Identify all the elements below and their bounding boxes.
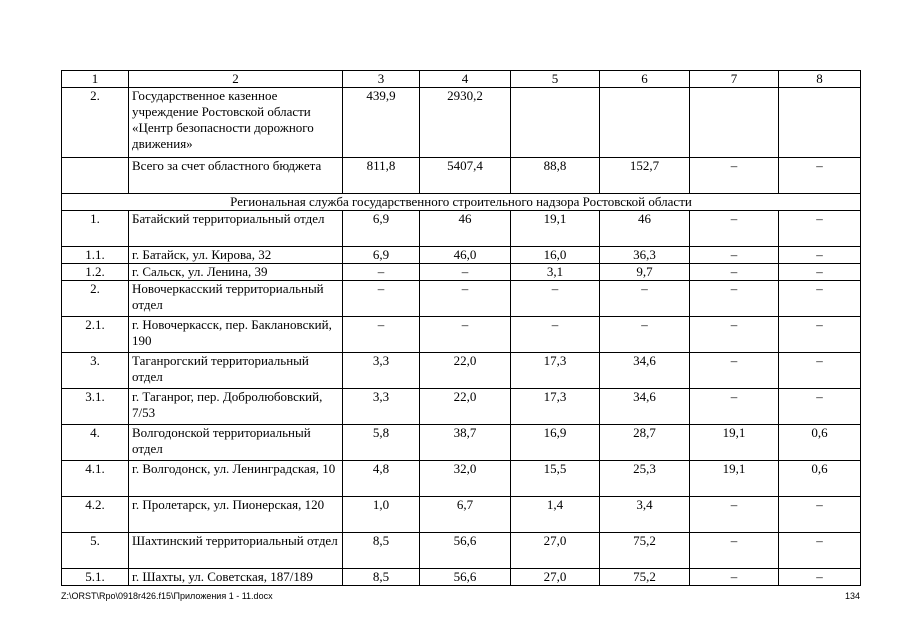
header-cell: 4 [420, 71, 511, 88]
value-cell-col7: – [690, 497, 779, 533]
value-cell-col8: – [779, 497, 861, 533]
table-row [62, 158, 861, 194]
value-cell-col4: 56,6 [420, 569, 511, 586]
value-cell-col5: 17,3 [511, 389, 600, 425]
table-row [62, 461, 861, 497]
header-cell: 6 [600, 71, 690, 88]
table-row [62, 88, 861, 158]
value-cell-col3: – [343, 281, 420, 317]
value-cell-col3: 811,8 [343, 158, 420, 194]
value-cell-col7: – [690, 247, 779, 264]
value-cell-col8: – [779, 158, 861, 194]
value-cell-col5: 17,3 [511, 353, 600, 389]
value-cell-col6: 75,2 [600, 569, 690, 586]
header-cell: 2 [129, 71, 343, 88]
value-cell-col5: 19,1 [511, 211, 600, 247]
value-cell-col4: 2930,2 [420, 88, 511, 158]
value-cell-col8: 0,6 [779, 461, 861, 497]
row-name-cell: г. Пролетарск, ул. Пионерская, 120 [129, 497, 343, 533]
header-cell: 7 [690, 71, 779, 88]
value-cell-col7: 19,1 [690, 461, 779, 497]
row-name-cell: г. Шахты, ул. Советская, 187/189 [129, 569, 343, 586]
header-cell: 1 [62, 71, 129, 88]
row-number-cell: 5. [62, 533, 129, 569]
value-cell-col8: 0,6 [779, 425, 861, 461]
table-row [62, 264, 861, 281]
value-cell-col3: 3,3 [343, 389, 420, 425]
row-number-cell: 3.1. [62, 389, 129, 425]
value-cell-col8: – [779, 281, 861, 317]
header-cell: 8 [779, 71, 861, 88]
value-cell-col5: – [511, 317, 600, 353]
table-row [62, 194, 861, 211]
value-cell-col6: 3,4 [600, 497, 690, 533]
value-cell-col4: 6,7 [420, 497, 511, 533]
row-name-cell: Всего за счет областного бюджета [129, 158, 343, 194]
value-cell-col7: – [690, 211, 779, 247]
value-cell-col3: – [343, 317, 420, 353]
row-number-cell: 2. [62, 88, 129, 158]
value-cell-col5: 27,0 [511, 533, 600, 569]
row-number-cell: 2.1. [62, 317, 129, 353]
row-name-cell: Новочеркасский территориальный отдел [129, 281, 343, 317]
value-cell-col5: 15,5 [511, 461, 600, 497]
value-cell-col8 [779, 88, 861, 158]
value-cell-col8: – [779, 569, 861, 586]
document-table [61, 70, 861, 586]
table-row [62, 353, 861, 389]
value-cell-col5: 16,0 [511, 247, 600, 264]
header-cell: 5 [511, 71, 600, 88]
value-cell-col8: – [779, 353, 861, 389]
value-cell-col6: 152,7 [600, 158, 690, 194]
value-cell-col3: 5,8 [343, 425, 420, 461]
value-cell-col7: – [690, 569, 779, 586]
value-cell-col3: 3,3 [343, 353, 420, 389]
value-cell-col5: 16,9 [511, 425, 600, 461]
value-cell-col4: 5407,4 [420, 158, 511, 194]
value-cell-col5: – [511, 281, 600, 317]
value-cell-col4: – [420, 264, 511, 281]
value-cell-col7: – [690, 264, 779, 281]
row-name-cell: Волгодонской территориальный отдел [129, 425, 343, 461]
value-cell-col5: 88,8 [511, 158, 600, 194]
footer-file-path: Z:\ORST\Rpo\0918r426.f15\Приложения 1 - 11.docx [61, 591, 273, 601]
value-cell-col3: 8,5 [343, 569, 420, 586]
value-cell-col7: – [690, 158, 779, 194]
row-number-cell: 4.2. [62, 497, 129, 533]
table-row [62, 569, 861, 586]
value-cell-col8: – [779, 389, 861, 425]
table-row [62, 533, 861, 569]
value-cell-col7 [690, 88, 779, 158]
value-cell-col3: 8,5 [343, 533, 420, 569]
table-row [62, 389, 861, 425]
row-number-cell: 1.2. [62, 264, 129, 281]
row-name-cell: г. Сальск, ул. Ленина, 39 [129, 264, 343, 281]
value-cell-col7: – [690, 281, 779, 317]
footer-page-number: 134 [844, 591, 860, 601]
value-cell-col6: 25,3 [600, 461, 690, 497]
section-heading: Региональная служба государственного строительного надзора Ростовской области [62, 194, 861, 211]
value-cell-col5 [511, 88, 600, 158]
value-cell-col4: 56,6 [420, 533, 511, 569]
value-cell-col3: 1,0 [343, 497, 420, 533]
table-row [62, 317, 861, 353]
value-cell-col4: – [420, 281, 511, 317]
value-cell-col6: 36,3 [600, 247, 690, 264]
value-cell-col4: 22,0 [420, 389, 511, 425]
value-cell-col5: 1,4 [511, 497, 600, 533]
value-cell-col3: 4,8 [343, 461, 420, 497]
value-cell-col7: – [690, 533, 779, 569]
value-cell-col4: 46,0 [420, 247, 511, 264]
row-name-cell: Таганрогский территориальный отдел [129, 353, 343, 389]
value-cell-col7: – [690, 317, 779, 353]
value-cell-col8: – [779, 211, 861, 247]
value-cell-col6: 34,6 [600, 389, 690, 425]
value-cell-col6: 9,7 [600, 264, 690, 281]
value-cell-col8: – [779, 533, 861, 569]
row-name-cell: Государственное казенное учреждение Ростовской области «Центр безопасности дорожного движения» [129, 88, 343, 158]
value-cell-col4: – [420, 317, 511, 353]
value-cell-col8: – [779, 264, 861, 281]
value-cell-col6: – [600, 317, 690, 353]
row-number-cell: 1.1. [62, 247, 129, 264]
row-number-cell: 1. [62, 211, 129, 247]
table-header-row [62, 71, 861, 88]
header-cell: 3 [343, 71, 420, 88]
value-cell-col5: 3,1 [511, 264, 600, 281]
value-cell-col3: 6,9 [343, 247, 420, 264]
row-name-cell: Батайский территориальный отдел [129, 211, 343, 247]
value-cell-col4: 38,7 [420, 425, 511, 461]
value-cell-col6: 28,7 [600, 425, 690, 461]
value-cell-col7: 19,1 [690, 425, 779, 461]
value-cell-col6: 46 [600, 211, 690, 247]
row-number-cell: 4.1. [62, 461, 129, 497]
value-cell-col7: – [690, 353, 779, 389]
table-row [62, 281, 861, 317]
value-cell-col6: 75,2 [600, 533, 690, 569]
row-number-cell: 4. [62, 425, 129, 461]
row-number-cell: 2. [62, 281, 129, 317]
value-cell-col3: – [343, 264, 420, 281]
row-number-cell: 5.1. [62, 569, 129, 586]
value-cell-col7: – [690, 389, 779, 425]
value-cell-col3: 439,9 [343, 88, 420, 158]
value-cell-col4: 22,0 [420, 353, 511, 389]
value-cell-col3: 6,9 [343, 211, 420, 247]
value-cell-col5: 27,0 [511, 569, 600, 586]
row-name-cell: г. Волгодонск, ул. Ленинградская, 10 [129, 461, 343, 497]
row-name-cell: Шахтинский территориальный отдел [129, 533, 343, 569]
value-cell-col4: 46 [420, 211, 511, 247]
value-cell-col6: – [600, 281, 690, 317]
value-cell-col8: – [779, 247, 861, 264]
value-cell-col4: 32,0 [420, 461, 511, 497]
row-number-cell [62, 158, 129, 194]
table-row [62, 497, 861, 533]
value-cell-col6 [600, 88, 690, 158]
table-row [62, 211, 861, 247]
value-cell-col8: – [779, 317, 861, 353]
table-row [62, 247, 861, 264]
table-row [62, 425, 861, 461]
row-name-cell: г. Батайск, ул. Кирова, 32 [129, 247, 343, 264]
value-cell-col6: 34,6 [600, 353, 690, 389]
row-name-cell: г. Таганрог, пер. Добролюбовский, 7/53 [129, 389, 343, 425]
row-number-cell: 3. [62, 353, 129, 389]
row-name-cell: г. Новочеркасск, пер. Баклановский, 190 [129, 317, 343, 353]
